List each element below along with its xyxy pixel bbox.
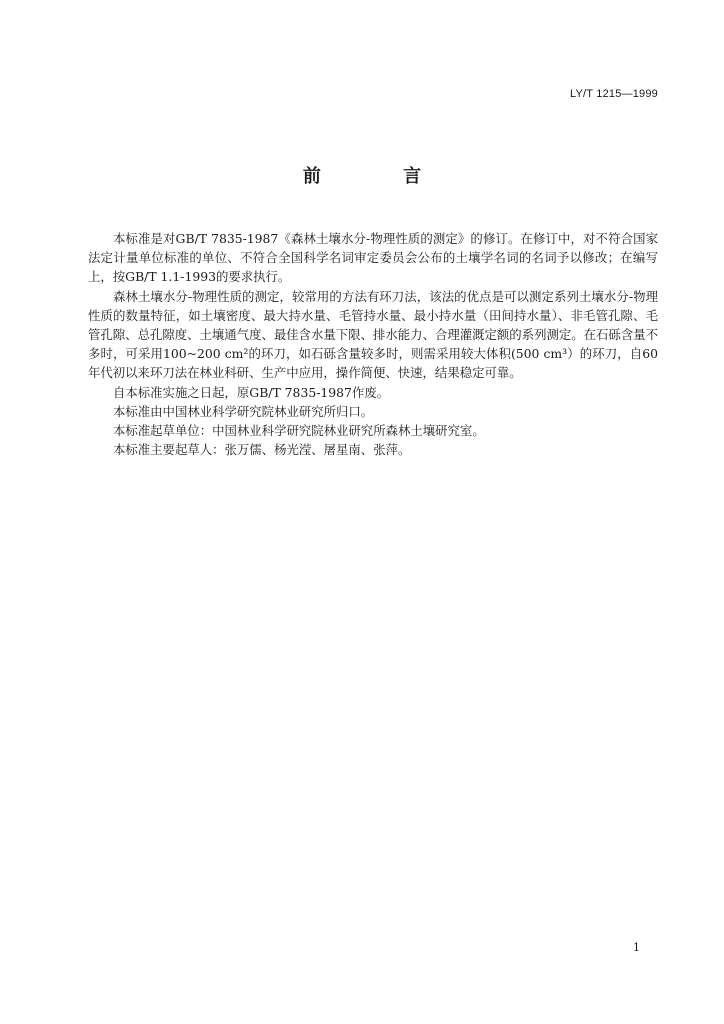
paragraph-drafters: 本标准主要起草人：张万儒、杨光滢、屠星南、张萍。 xyxy=(113,442,411,458)
standard-code: LY/T 1215—1999 xyxy=(569,88,658,100)
paragraph-drafting-unit: 本标准起草单位：中国林业科学研究院林业研究所森林土壤研究室。 xyxy=(113,423,485,439)
paragraph-supersede: 自本标准实施之日起，原GB/T 7835-1987作废。 xyxy=(113,384,390,400)
document-body xyxy=(88,229,658,459)
page-title: 前 言 xyxy=(302,166,460,187)
paragraph-method: 森林土壤水分-物理性质的测定，较常用的方法有环刀法，该法的优点是可以测定系列土壤水分-物理性质的数量特征，如土壤密度、最大持水量、毛管持水量、最小持水量（田间持水量）、非毛管孔隙、毛管孔隙、总孔隙度、土壤通气度、最佳含水量下限、排水能力、合理灌溉定额的系列测定。在石砾含量不多时，可采用100~200 cm²的环刀，如石砾含量较多时，则需采用较大体积(500 cm³）的环刀，自60年代初以来环刀法在林业科研、生产中应用，操作简便、快速，结果稳定可靠。 xyxy=(88,288,658,381)
paragraph-authority: 本标准由中国林业科学研究院林业研究所归口。 xyxy=(113,403,374,419)
paragraph-revision: 本标准是对GB/T 7835-1987《森林土壤水分-物理性质的测定》的修订。在修订中，对不符合国家法定计量单位标准的单位、不符合全国科学名词审定委员会公布的土壤学名词的名词予以修改；在编写上，按GB/T 1.1-1993的要求执行。 xyxy=(88,231,658,285)
page-number: 1 xyxy=(633,941,640,954)
